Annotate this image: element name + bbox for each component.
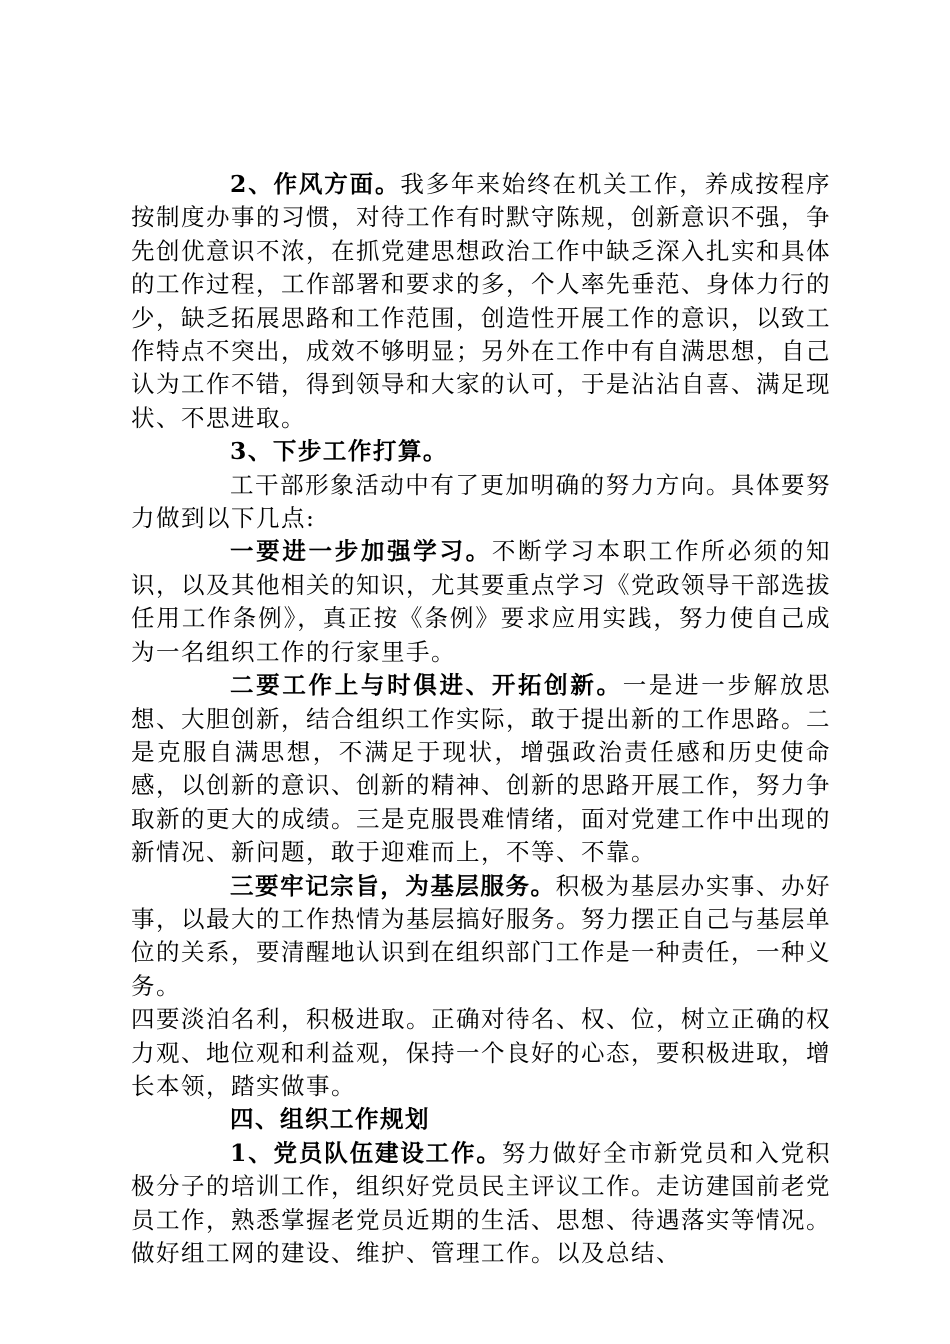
paragraph-heading: 二要工作上与时俱进、开拓创新。 [230, 671, 623, 700]
paragraph-heading: 一要进一步加强学习。 [230, 537, 492, 566]
paragraph-service [131, 870, 831, 1004]
section-heading-plan [131, 1103, 831, 1136]
paragraph-heading: 三要牢记宗旨，为基层服务。 [230, 871, 556, 900]
paragraph-body: 积极为基层办实事、办好事，以最大的工作热情为基层搞好服务。努力摆正自己与基层单位的关系，要清醒地认识到在组织部门工作是一种责任，一种义务。 [131, 871, 832, 1000]
paragraph-body: 我多年来始终在机关工作，养成按程序按制度办事的习惯，对待工作有时默守陈规，创新意识不强，争先创优意识不浓，在抓党建思想政治工作中缺乏深入扎实和具体的工作过程，工作部署和要求的多，个人率先垂范、身体力行的少，缺乏拓展思路和工作范围，创造性开展工作的意识，以致工作特点不突出，成效不够明显；另外在工作中有自满思想，自己认为工作不错，得到领导和大家的认可，于是沾沾自喜、满足现状、不思进取。 [131, 170, 832, 432]
paragraph-next-plan [131, 435, 831, 468]
paragraph-heading: 2、作风方面。 [230, 170, 401, 198]
paragraph-heading: 3、下步工作打算。 [230, 437, 448, 466]
paragraph-direction [131, 469, 831, 536]
paragraph-body: 一是进一步解放思想、大胆创新，结合组织工作实际，敢于提出新的工作思路。二是克服自满思想，不满足于现状，增强政治责任感和历史使命感，以创新的意识、创新的精神、创新的思路开展工作，努力争取新的更大的成绩。三是克服畏难情绪，面对党建工作中出现的新情况、新问题，敢于迎难而上，不等、不靠。 [131, 671, 832, 867]
paragraph-study [131, 535, 831, 669]
paragraph-body: 努力做好全市新党员和入党积极分子的培训工作，组织好党员民主评议工作。走访建国前老党员工作，熟悉掌握老党员近期的生活、思想、待遇落实等情况。做好组工网的建设、维护、管理工作。以及总结、 [131, 1138, 831, 1267]
paragraph-body: 工干部形象活动中有了更加明确的努力方向。具体要努力做到以下几点: [131, 470, 831, 533]
paragraph-party-members [131, 1137, 831, 1271]
paragraph-innovation [131, 669, 831, 869]
paragraph-work-style [131, 168, 831, 435]
paragraph-heading: 四、组织工作规划 [230, 1105, 430, 1134]
paragraph-heading: 1、党员队伍建设工作。 [230, 1138, 502, 1167]
paragraph-body: 不断学习本职工作所必须的知识，以及其他相关的知识，尤其要重点学习《党政领导干部选拔任用工作条例》，真正按《条例》要求应用实践，努力使自己成为一名组织工作的行家里手。 [131, 537, 832, 666]
paragraph-fame [131, 1003, 831, 1103]
paragraph-body: 四要淡泊名利，积极进取。正确对待名、权、位，树立正确的权力观、地位观和利益观，保持一个良好的心态，要积极进取，增长本领，踏实做事。 [131, 1005, 831, 1100]
document-page [131, 168, 831, 1270]
